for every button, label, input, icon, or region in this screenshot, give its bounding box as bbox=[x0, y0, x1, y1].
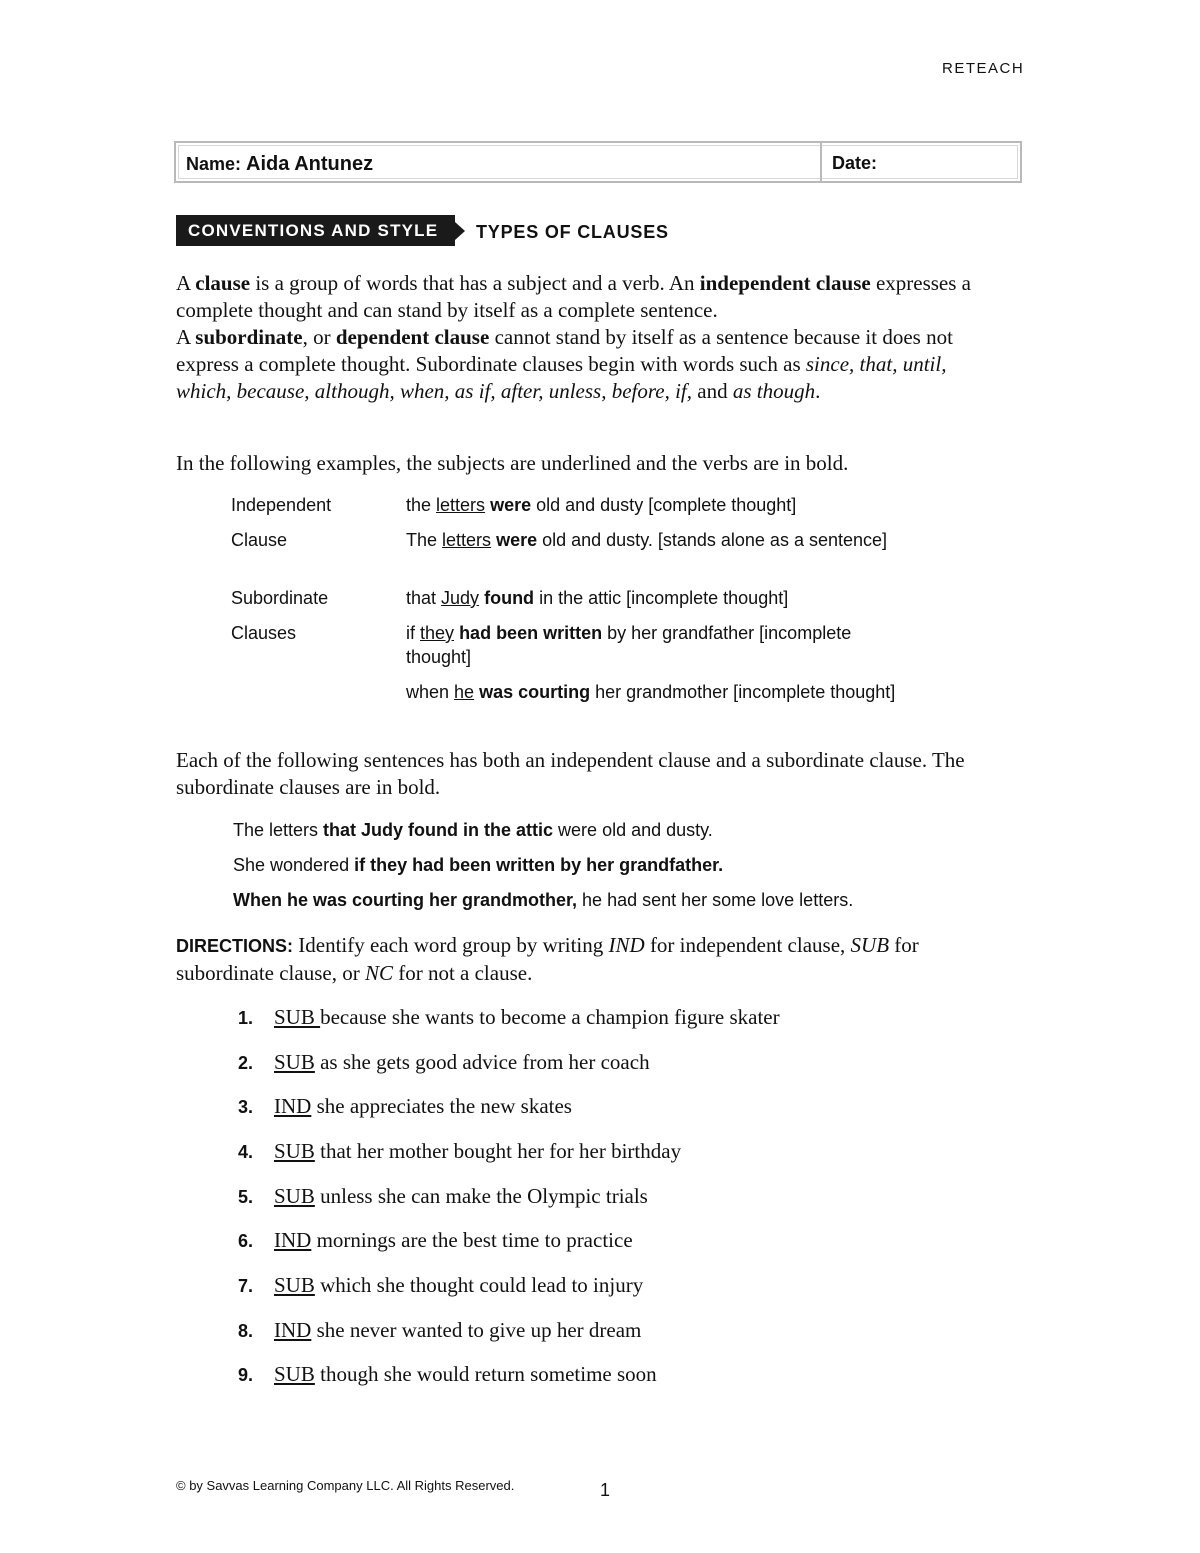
both-clauses-intro: Each of the following sentences has both an independent clause and a subordinate clause. The subordinate clauses are in bold. bbox=[176, 748, 965, 799]
item-text: unless she can make the Olympic trials bbox=[314, 1184, 648, 1208]
date-field[interactable] bbox=[832, 153, 877, 174]
item-text: she appreciates the new skates bbox=[311, 1094, 572, 1118]
directions-label: DIRECTIONS: bbox=[176, 936, 293, 956]
verb: had been written bbox=[459, 623, 603, 643]
list-item bbox=[238, 1362, 657, 1387]
item-number: 2. bbox=[238, 1053, 254, 1073]
name-field[interactable] bbox=[186, 153, 373, 176]
subject: Judy bbox=[441, 588, 480, 608]
answer-field[interactable]: SUB bbox=[274, 1184, 315, 1208]
subject: he bbox=[454, 682, 475, 702]
text: . bbox=[815, 379, 821, 403]
item-number: 9. bbox=[238, 1365, 254, 1385]
topic-title: TYPES OF CLAUSES bbox=[476, 222, 669, 242]
term-clause: clause bbox=[195, 271, 251, 295]
label-subordinate: Subordinate bbox=[231, 588, 329, 608]
copyright-footer: © by Savvas Learning Company LLC. All Rights Reserved. bbox=[176, 1478, 515, 1493]
examples-intro: In the following examples, the subjects are underlined and the verbs are in bold. bbox=[176, 451, 849, 475]
text: cannot stand by itself as a sentence because it does not express a complete thought. Subordinate clauses begin with words such as bbox=[176, 325, 953, 376]
text: by her grandfather [incomplete thought] bbox=[406, 623, 852, 667]
label-clauses: Clauses bbox=[231, 623, 297, 643]
text: The bbox=[406, 530, 443, 550]
text: were old and dusty. bbox=[553, 820, 713, 840]
text: The letters bbox=[233, 820, 324, 840]
answer-field[interactable]: IND bbox=[274, 1094, 312, 1118]
term-independent-clause: independent clause bbox=[699, 271, 871, 295]
item-text: though she would return sometime soon bbox=[314, 1362, 657, 1386]
list-item bbox=[238, 1005, 780, 1030]
directions bbox=[176, 932, 1016, 987]
answer-field[interactable]: IND bbox=[274, 1318, 312, 1342]
text: if bbox=[406, 623, 421, 643]
item-text: that her mother bought her for her birthday bbox=[314, 1139, 682, 1163]
verb: were bbox=[490, 495, 532, 515]
text: old and dusty [complete thought] bbox=[531, 495, 797, 515]
text: A bbox=[176, 325, 196, 349]
item-text: because she wants to become a champion figure skater bbox=[320, 1005, 780, 1029]
list-item bbox=[238, 1139, 681, 1164]
subject: letters bbox=[436, 495, 486, 515]
name-label: Name: bbox=[186, 154, 242, 174]
reteach-label: RETEACH bbox=[942, 60, 1025, 77]
name-date-box bbox=[174, 141, 1022, 183]
box-divider bbox=[820, 143, 822, 181]
sentence-3 bbox=[233, 890, 853, 911]
sentence-1 bbox=[233, 820, 713, 841]
text: expresses a complete thought and can stand by itself as a complete sentence. bbox=[176, 271, 971, 322]
text: , or bbox=[302, 325, 336, 349]
page-number: 1 bbox=[600, 1480, 611, 1500]
example-2 bbox=[406, 528, 906, 552]
intro-paragraph-1 bbox=[176, 270, 976, 324]
text: Identify each word group by writing bbox=[293, 933, 609, 957]
example-3 bbox=[406, 586, 906, 610]
verb: found bbox=[484, 588, 535, 608]
list-item bbox=[238, 1050, 650, 1075]
sentence-2 bbox=[233, 855, 723, 876]
list-item bbox=[238, 1184, 648, 1209]
text: for independent clause, bbox=[644, 933, 851, 957]
example-1 bbox=[406, 493, 906, 517]
label-independent: Independent bbox=[231, 495, 332, 515]
subordinate-clause: that Judy found in the attic bbox=[323, 820, 554, 840]
item-number: 8. bbox=[238, 1321, 254, 1341]
banner-arrow-icon bbox=[455, 222, 465, 240]
section-banner: CONVENTIONS AND STYLE bbox=[176, 215, 455, 246]
verb: were bbox=[496, 530, 538, 550]
text: and bbox=[692, 379, 733, 403]
subject: letters bbox=[442, 530, 492, 550]
text: for subordinate clause, or bbox=[176, 933, 919, 985]
subordinating-words: since, that, until, which, because, although, when, as if, after, unless, before, if, bbox=[176, 352, 947, 403]
text: when bbox=[406, 682, 455, 702]
list-item bbox=[238, 1228, 633, 1253]
term-subordinate: subordinate bbox=[195, 325, 303, 349]
text: he had sent her some love letters. bbox=[577, 890, 854, 910]
answer-field[interactable]: SUB bbox=[274, 1139, 315, 1163]
answer-field[interactable]: SUB bbox=[274, 1273, 315, 1297]
code-nc: NC bbox=[364, 961, 393, 985]
example-5 bbox=[406, 680, 906, 704]
text: the bbox=[406, 495, 437, 515]
subject: they bbox=[420, 623, 455, 643]
list-item bbox=[238, 1094, 572, 1119]
code-ind: IND bbox=[608, 933, 645, 957]
list-item bbox=[238, 1318, 641, 1343]
item-text: as she gets good advice from her coach bbox=[314, 1050, 650, 1074]
item-number: 6. bbox=[238, 1231, 254, 1251]
text: She wondered bbox=[233, 855, 355, 875]
answer-field[interactable]: SUB bbox=[274, 1050, 315, 1074]
subordinate-clause: When he was courting her grandmother, bbox=[233, 890, 578, 910]
subordinating-words: as though bbox=[732, 379, 816, 403]
intro-paragraph-2 bbox=[176, 324, 976, 405]
date-label: Date: bbox=[832, 153, 878, 173]
item-number: 1. bbox=[238, 1008, 254, 1028]
verb: was courting bbox=[479, 682, 591, 702]
answer-field[interactable]: SUB bbox=[274, 1005, 321, 1029]
text: that bbox=[406, 588, 442, 608]
item-number: 5. bbox=[238, 1187, 254, 1207]
subordinate-clause: if they had been written by her grandfather. bbox=[354, 855, 724, 875]
item-text: she never wanted to give up her dream bbox=[311, 1318, 642, 1342]
text: A bbox=[176, 271, 196, 295]
code-sub: SUB bbox=[850, 933, 890, 957]
list-item bbox=[238, 1273, 643, 1298]
item-number: 4. bbox=[238, 1142, 254, 1162]
answer-field[interactable]: SUB bbox=[274, 1362, 315, 1386]
item-number: 7. bbox=[238, 1276, 254, 1296]
text: old and dusty. [stands alone as a sentence] bbox=[537, 530, 888, 550]
name-value: Aida Antunez bbox=[246, 153, 374, 175]
text: for not a clause. bbox=[392, 961, 533, 985]
item-text: which she thought could lead to injury bbox=[314, 1273, 644, 1297]
example-4 bbox=[406, 621, 906, 669]
item-text: mornings are the best time to practice bbox=[311, 1228, 633, 1252]
label-clause: Clause bbox=[231, 530, 288, 550]
text: is a group of words that has a subject and a verb. An bbox=[250, 271, 700, 295]
text: in the attic [incomplete thought] bbox=[534, 588, 789, 608]
answer-field[interactable]: IND bbox=[274, 1228, 312, 1252]
text: her grandmother [incomplete thought] bbox=[590, 682, 896, 702]
term-dependent-clause: dependent clause bbox=[335, 325, 490, 349]
item-number: 3. bbox=[238, 1097, 254, 1117]
